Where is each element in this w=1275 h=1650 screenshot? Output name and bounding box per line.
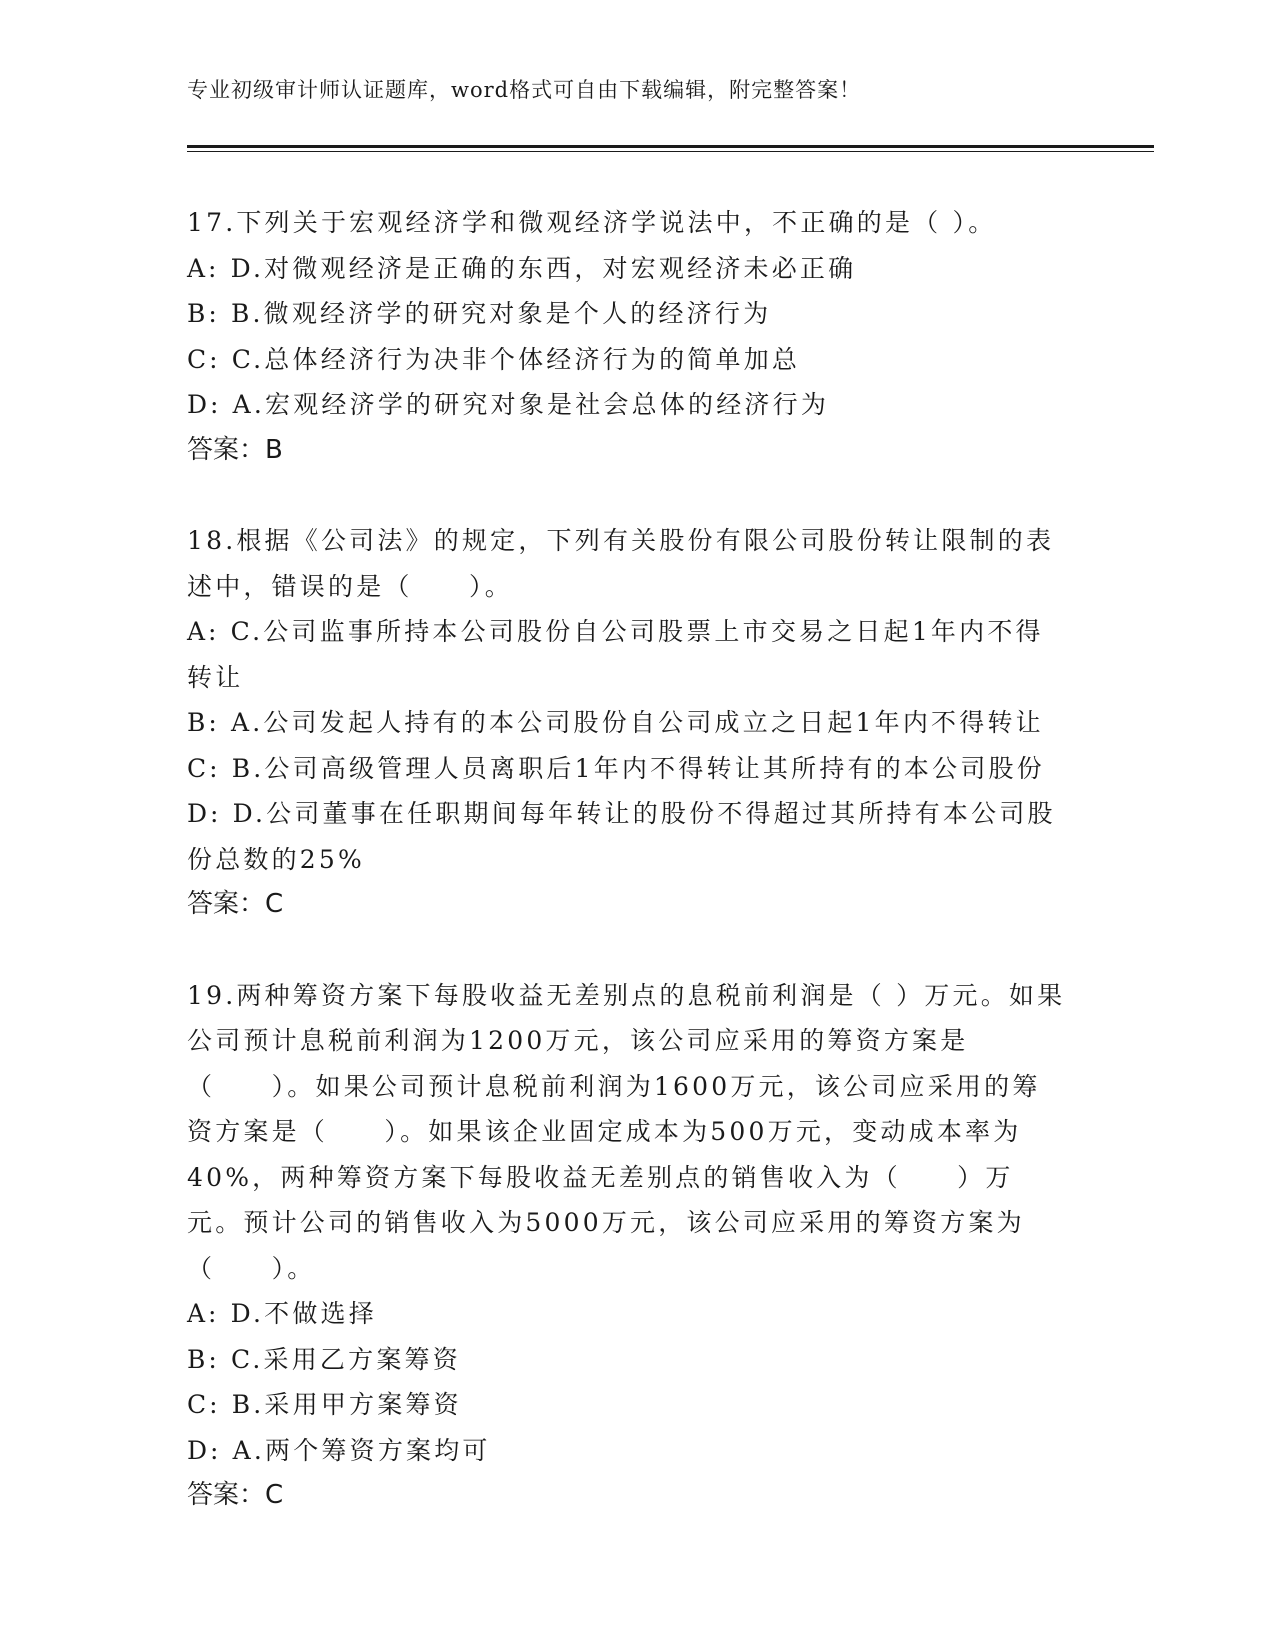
option-text: D.对微观经济是正确的东西，对宏观经济未必正确: [219, 253, 857, 283]
option-b: [187, 1337, 1067, 1383]
answer-line: 答案：B: [187, 434, 283, 465]
option-text: A.两个筹资方案均可: [221, 1435, 491, 1465]
option-text: A.公司发起人持有的本公司股份自公司成立之日起1年内不得转让: [219, 708, 1044, 737]
option-letter: D:: [187, 1435, 222, 1465]
option-c: [187, 337, 1067, 383]
option-text: A.宏观经济学的研究对象是社会总体的经济行为: [221, 390, 830, 419]
question-list: [187, 200, 1067, 1564]
option-c: [187, 1382, 1067, 1428]
option-d: [187, 791, 1067, 882]
option-letter: C:: [187, 753, 221, 783]
question-17: [187, 200, 1067, 473]
option-letter: C:: [187, 344, 221, 374]
question-stem: 17.下列关于宏观经济学和微观经济学说法中，不正确的是（ ）。: [187, 208, 997, 237]
option-text: C.总体经济行为决非个体经济行为的简单加总: [220, 344, 801, 374]
option-text: C.公司监事所持本公司股份自公司股票上市交易之日起1年内不得转让: [187, 617, 1044, 692]
option-text: D.不做选择: [219, 1299, 377, 1328]
option-letter: B:: [187, 708, 220, 737]
option-d: [187, 382, 1067, 428]
page-header: 专业初级审计师认证题库，word格式可自由下载编辑，附完整答案！: [187, 78, 862, 102]
option-letter: A:: [187, 617, 220, 646]
header-rule-thin: [187, 151, 1154, 152]
question-18: [187, 518, 1067, 928]
option-text: D.公司董事在任职期间每年转让的股份不得超过其所持有本公司股份总数的25%: [187, 799, 1056, 874]
option-text: B.公司高级管理人员离职后1年内不得转让其所持有的本公司股份: [220, 753, 1045, 783]
option-c: [187, 746, 1067, 792]
answer-line: 答案：C: [187, 889, 284, 919]
option-d: [187, 1428, 1067, 1474]
option-letter: B:: [187, 299, 220, 328]
option-letter: B:: [187, 1344, 220, 1374]
option-letter: A:: [187, 253, 220, 283]
answer-line: 答案：C: [187, 1480, 284, 1510]
header-rule-thick: [187, 145, 1154, 148]
question-stem: 19.两种筹资方案下每股收益无差别点的息税前利润是（ ）万元。如果公司预计息税前利润为1200万元，该公司应采用的筹资方案是（ ）。如果公司预计息税前利润为1600万元，该公司应采用的筹资方案是（ ）。如果该企业固定成本为500万元，变动成本率为40%，两种筹资方案下每股收益无差别点的销售收入为（ ）万元。预计公司的销售收入为5000万元，该公司应采用的筹资方案为（ ）。: [187, 980, 1066, 1283]
option-letter: C:: [187, 1390, 221, 1419]
option-a: [187, 1291, 1067, 1337]
option-text: B.微观经济学的研究对象是个人的经济行为: [219, 299, 772, 328]
question-stem: 18.根据《公司法》的规定，下列有关股份有限公司股份转让限制的表述中，错误的是（ ）。: [187, 526, 1055, 601]
option-letter: A:: [187, 1299, 220, 1328]
option-a: [187, 609, 1067, 700]
option-text: B.采用甲方案筹资: [220, 1390, 462, 1419]
option-b: [187, 700, 1067, 746]
option-letter: D:: [187, 390, 222, 419]
question-19: [187, 973, 1067, 1519]
option-letter: D:: [187, 799, 222, 828]
option-b: [187, 291, 1067, 337]
option-text: C.采用乙方案筹资: [219, 1344, 461, 1374]
option-a: [187, 246, 1067, 292]
